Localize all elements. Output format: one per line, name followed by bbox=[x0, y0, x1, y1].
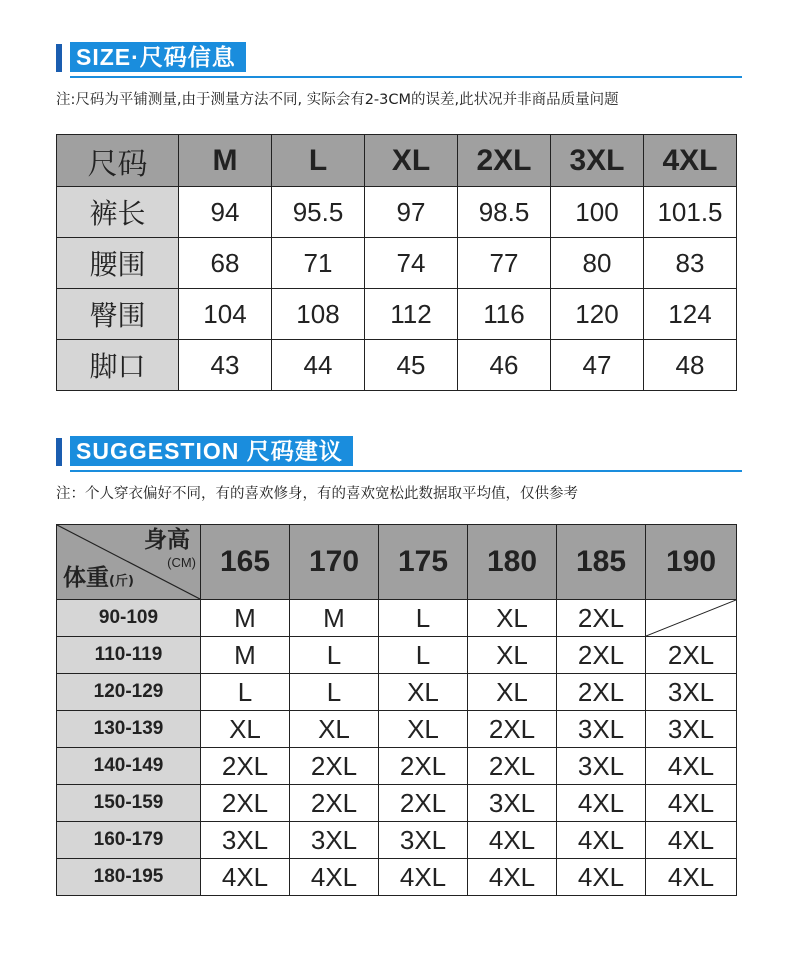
measurement-value: 77 bbox=[458, 238, 551, 289]
suggested-size: L bbox=[290, 637, 379, 674]
height-column-header: 170 bbox=[290, 525, 379, 600]
measurement-value: 71 bbox=[272, 238, 365, 289]
suggested-size: XL bbox=[379, 711, 468, 748]
suggested-size: XL bbox=[290, 711, 379, 748]
suggested-size: 3XL bbox=[646, 674, 737, 711]
measurement-value: 98.5 bbox=[458, 187, 551, 238]
measurement-value: 45 bbox=[365, 340, 458, 391]
corner-cell bbox=[57, 525, 201, 600]
height-column-header: 185 bbox=[557, 525, 646, 600]
size-table bbox=[56, 134, 737, 391]
measurement-value: 95.5 bbox=[272, 187, 365, 238]
suggested-size: XL bbox=[201, 711, 290, 748]
suggested-size: 2XL bbox=[290, 748, 379, 785]
suggestion-section-title: SUGGESTION 尺码建议 bbox=[70, 436, 353, 466]
measurement-label: 脚口 bbox=[57, 340, 179, 391]
suggestion-note: 注：个人穿衣偏好不同，有的喜欢修身，有的喜欢宽松此数据取平均值，仅供参考 bbox=[56, 486, 578, 502]
measurement-value: 112 bbox=[365, 289, 458, 340]
suggested-size: 4XL bbox=[201, 859, 290, 896]
suggested-size: XL bbox=[468, 637, 557, 674]
suggested-size: 3XL bbox=[646, 711, 737, 748]
suggested-size: 3XL bbox=[290, 822, 379, 859]
suggested-size: 4XL bbox=[646, 785, 737, 822]
table-row bbox=[57, 289, 737, 340]
weight-range: 160-179 bbox=[57, 822, 201, 859]
measurement-value: 124 bbox=[644, 289, 737, 340]
size-section-header bbox=[56, 44, 742, 74]
suggested-size: 3XL bbox=[557, 711, 646, 748]
size-column-header: 2XL bbox=[458, 135, 551, 187]
measurement-value: 44 bbox=[272, 340, 365, 391]
suggested-size: 2XL bbox=[290, 785, 379, 822]
header-accent-bar bbox=[56, 438, 62, 466]
suggested-size: M bbox=[290, 600, 379, 637]
suggested-size: L bbox=[379, 600, 468, 637]
measurement-value: 94 bbox=[179, 187, 272, 238]
suggested-size: 4XL bbox=[379, 859, 468, 896]
measurement-value: 43 bbox=[179, 340, 272, 391]
height-column-header: 180 bbox=[468, 525, 557, 600]
size-column-header: XL bbox=[365, 135, 458, 187]
suggested-size: 3XL bbox=[557, 748, 646, 785]
suggested-size: 2XL bbox=[468, 748, 557, 785]
suggested-size: 2XL bbox=[201, 748, 290, 785]
suggested-size: 2XL bbox=[201, 785, 290, 822]
table-row bbox=[57, 187, 737, 238]
suggested-size: XL bbox=[468, 600, 557, 637]
suggested-size: 3XL bbox=[468, 785, 557, 822]
suggested-size: 3XL bbox=[201, 822, 290, 859]
suggested-size: 4XL bbox=[468, 859, 557, 896]
suggested-size: M bbox=[201, 637, 290, 674]
weight-unit: (斤) bbox=[109, 574, 134, 589]
suggested-size: 2XL bbox=[379, 785, 468, 822]
height-column-header: 165 bbox=[201, 525, 290, 600]
size-section-title: SIZE·尺码信息 bbox=[70, 42, 246, 72]
measurement-label: 裤长 bbox=[57, 187, 179, 238]
suggested-size: 4XL bbox=[646, 748, 737, 785]
weight-range: 140-149 bbox=[57, 748, 201, 785]
table-row bbox=[57, 859, 737, 896]
suggested-size: 4XL bbox=[557, 822, 646, 859]
suggested-size: 2XL bbox=[557, 637, 646, 674]
suggested-size: 3XL bbox=[379, 822, 468, 859]
suggested-size: XL bbox=[468, 674, 557, 711]
size-column-header: L bbox=[272, 135, 365, 187]
height-column-header: 190 bbox=[646, 525, 737, 600]
size-column-header: 4XL bbox=[644, 135, 737, 187]
measurement-value: 108 bbox=[272, 289, 365, 340]
suggested-size: XL bbox=[379, 674, 468, 711]
measurement-value: 47 bbox=[551, 340, 644, 391]
weight-label-wrap bbox=[63, 565, 134, 595]
table-row bbox=[57, 711, 737, 748]
size-column-header: 3XL bbox=[551, 135, 644, 187]
height-unit: (CM) bbox=[167, 555, 196, 570]
measurement-value: 101.5 bbox=[644, 187, 737, 238]
measurement-value: 104 bbox=[179, 289, 272, 340]
suggestion-header-row bbox=[57, 525, 737, 600]
table-row bbox=[57, 785, 737, 822]
weight-range: 130-139 bbox=[57, 711, 201, 748]
suggested-size: 4XL bbox=[646, 822, 737, 859]
size-column-header: M bbox=[179, 135, 272, 187]
table-row bbox=[57, 748, 737, 785]
weight-label: 体重 bbox=[63, 565, 109, 591]
weight-range: 180-195 bbox=[57, 859, 201, 896]
measurement-value: 100 bbox=[551, 187, 644, 238]
suggested-size: 2XL bbox=[557, 674, 646, 711]
weight-range: 110-119 bbox=[57, 637, 201, 674]
suggestion-section-header bbox=[56, 438, 742, 468]
table-row bbox=[57, 600, 737, 637]
measurement-value: 74 bbox=[365, 238, 458, 289]
suggested-size: L bbox=[379, 637, 468, 674]
suggested-size: 4XL bbox=[557, 785, 646, 822]
table-row bbox=[57, 674, 737, 711]
size-header-row bbox=[57, 135, 737, 187]
size-header-label: 尺码 bbox=[57, 135, 179, 187]
suggested-size: 4XL bbox=[646, 859, 737, 896]
suggested-size: 4XL bbox=[290, 859, 379, 896]
weight-range: 120-129 bbox=[57, 674, 201, 711]
weight-range: 90-109 bbox=[57, 600, 201, 637]
suggested-size: 4XL bbox=[468, 822, 557, 859]
size-note: 注:尺码为平铺测量,由于测量方法不同, 实际会有2-3CM的误差,此状况并非商品质量问题 bbox=[56, 92, 619, 108]
suggested-size: 2XL bbox=[379, 748, 468, 785]
suggested-size: 2XL bbox=[557, 600, 646, 637]
height-label: 身高 bbox=[144, 527, 190, 553]
measurement-label: 腰围 bbox=[57, 238, 179, 289]
measurement-value: 46 bbox=[458, 340, 551, 391]
measurement-value: 80 bbox=[551, 238, 644, 289]
measurement-value: 97 bbox=[365, 187, 458, 238]
suggestion-table bbox=[56, 524, 737, 896]
measurement-value: 68 bbox=[179, 238, 272, 289]
table-row bbox=[57, 822, 737, 859]
diagonal-slash bbox=[646, 600, 736, 636]
measurement-value: 120 bbox=[551, 289, 644, 340]
measurement-value: 48 bbox=[644, 340, 737, 391]
suggested-size: L bbox=[201, 674, 290, 711]
suggested-size: 2XL bbox=[646, 637, 737, 674]
empty-cell bbox=[646, 600, 737, 637]
table-row bbox=[57, 340, 737, 391]
height-column-header: 175 bbox=[379, 525, 468, 600]
header-underline bbox=[70, 470, 742, 472]
suggested-size: L bbox=[290, 674, 379, 711]
measurement-label: 臀围 bbox=[57, 289, 179, 340]
measurement-value: 83 bbox=[644, 238, 737, 289]
header-underline bbox=[70, 76, 742, 78]
weight-range: 150-159 bbox=[57, 785, 201, 822]
table-row bbox=[57, 238, 737, 289]
suggested-size: M bbox=[201, 600, 290, 637]
header-accent-bar bbox=[56, 44, 62, 72]
table-row bbox=[57, 637, 737, 674]
suggested-size: 2XL bbox=[468, 711, 557, 748]
measurement-value: 116 bbox=[458, 289, 551, 340]
suggested-size: 4XL bbox=[557, 859, 646, 896]
